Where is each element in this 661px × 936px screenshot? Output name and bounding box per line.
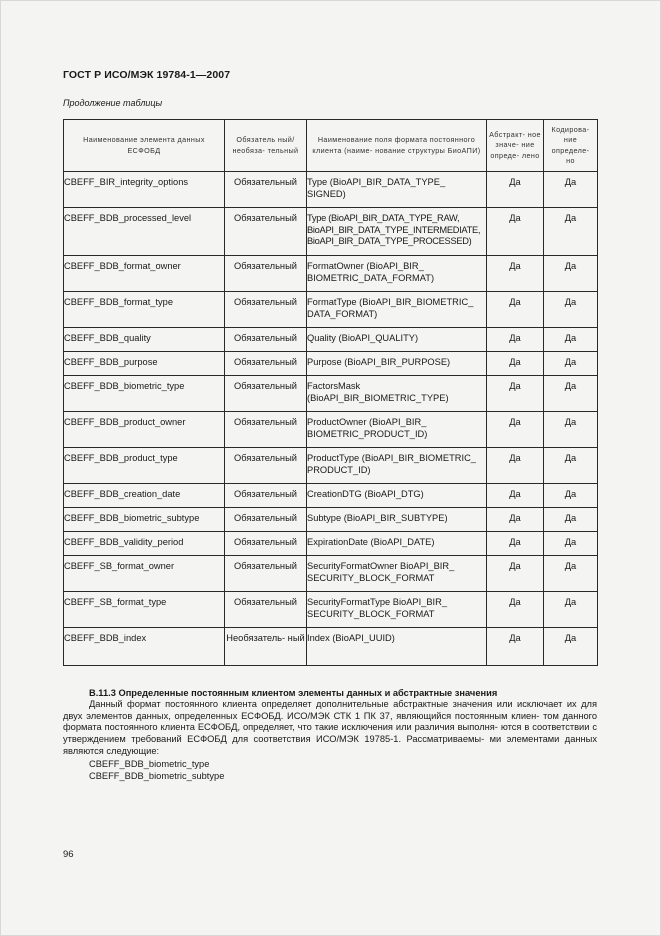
cell-requirement: Обязательный xyxy=(225,376,307,412)
cell-encoding: Да xyxy=(544,508,598,532)
section-paragraph xyxy=(63,699,597,758)
cell-field-name: FactorsMask (BioAPI_BIR_BIOMETRIC_TYPE) xyxy=(307,376,487,412)
cell-requirement: Обязательный xyxy=(225,352,307,376)
cell-encoding: Да xyxy=(544,628,598,666)
cell-field-name: Type (BioAPI_BIR_DATA_TYPE_RAW, BioAPI_BIR_DATA_TYPE_INTERMEDIATE, BioAPI_BIR_DATA_TYPE_PROCESSED) xyxy=(307,208,487,256)
cell-field-name: SecurityFormatOwner BioAPI_BIR_ SECURITY_BLOCK_FORMAT xyxy=(307,556,487,592)
cell-element-name: CBEFF_BDB_product_type xyxy=(64,448,225,484)
table-row xyxy=(64,412,598,448)
cell-field-name: Quality (BioAPI_QUALITY) xyxy=(307,328,487,352)
cell-element-name: CBEFF_SB_format_owner xyxy=(64,556,225,592)
cell-abstract: Да xyxy=(487,628,544,666)
cell-element-name: CBEFF_BDB_product_owner xyxy=(64,412,225,448)
cell-encoding: Да xyxy=(544,556,598,592)
element-list xyxy=(89,758,224,782)
table-row xyxy=(64,256,598,292)
cell-requirement: Обязательный xyxy=(225,412,307,448)
cell-requirement: Обязательный xyxy=(225,256,307,292)
cell-field-name: Index (BioAPI_UUID) xyxy=(307,628,487,666)
cell-element-name: CBEFF_BIR_integrity_options xyxy=(64,172,225,208)
cell-element-name: CBEFF_BDB_quality xyxy=(64,328,225,352)
table-row xyxy=(64,292,598,328)
cell-field-name: FormatOwner (BioAPI_BIR_ BIOMETRIC_DATA_FORMAT) xyxy=(307,256,487,292)
cell-element-name: CBEFF_BDB_format_owner xyxy=(64,256,225,292)
cell-encoding: Да xyxy=(544,412,598,448)
document-header: ГОСТ Р ИСО/МЭК 19784-1—2007 xyxy=(63,69,231,81)
cell-abstract: Да xyxy=(487,484,544,508)
cell-abstract: Да xyxy=(487,256,544,292)
cell-abstract: Да xyxy=(487,328,544,352)
cell-field-name: CreationDTG (BioAPI_DTG) xyxy=(307,484,487,508)
cell-abstract: Да xyxy=(487,376,544,412)
cell-field-name: ProductType (BioAPI_BIR_BIOMETRIC_ PRODUCT_ID) xyxy=(307,448,487,484)
column-header-name: Наименование элемента данных ЕСФОБД xyxy=(64,120,225,172)
page-number: 96 xyxy=(63,849,74,860)
cell-encoding: Да xyxy=(544,256,598,292)
section-paragraph-text: Данный формат постоянного клиента определяет дополнительные абстрактные значения или исключает их для двух элементов данных, определенных ЕСФОБД. ИСО/МЭК СТК 1 ПК 37, являющийся постоянным клиен- том данного формата постоянного клиента ЕСФОБД, определяет, что такие исключения или различия выполня- ются в соответствии с утверждением требований ЕСФОБД для соответствия ИСО/МЭК 19785-1. Рассматриваемы- ми элементами данных являются следующие: xyxy=(63,699,597,756)
section-heading: B.11.3 Определенные постоянным клиентом элементы данных и абстрактные значения xyxy=(89,688,498,698)
cell-abstract: Да xyxy=(487,532,544,556)
cell-encoding: Да xyxy=(544,592,598,628)
table-row xyxy=(64,592,598,628)
cell-element-name: CBEFF_BDB_biometric_type xyxy=(64,376,225,412)
cell-element-name: CBEFF_SB_format_type xyxy=(64,592,225,628)
cell-requirement: Обязательный xyxy=(225,448,307,484)
cell-element-name: CBEFF_BDB_format_type xyxy=(64,292,225,328)
cell-element-name: CBEFF_BDB_validity_period xyxy=(64,532,225,556)
cell-element-name: CBEFF_BDB_purpose xyxy=(64,352,225,376)
table-header-row xyxy=(64,120,598,172)
cell-element-name: CBEFF_BDB_creation_date xyxy=(64,484,225,508)
cell-element-name: CBEFF_BDB_processed_level xyxy=(64,208,225,256)
cell-field-name: Purpose (BioAPI_BIR_PURPOSE) xyxy=(307,352,487,376)
table-row xyxy=(64,208,598,256)
cell-requirement: Обязательный xyxy=(225,556,307,592)
table-row xyxy=(64,352,598,376)
cell-field-name: FormatType (BioAPI_BIR_BIOMETRIC_ DATA_FORMAT) xyxy=(307,292,487,328)
cell-abstract: Да xyxy=(487,412,544,448)
cell-requirement: Обязательный xyxy=(225,208,307,256)
cell-abstract: Да xyxy=(487,172,544,208)
cell-encoding: Да xyxy=(544,328,598,352)
cell-abstract: Да xyxy=(487,508,544,532)
column-header-field: Наименование поля формата постоянного клиента (наиме- нование структуры БиоАПИ) xyxy=(307,120,487,172)
table-row xyxy=(64,508,598,532)
cell-requirement: Обязательный xyxy=(225,592,307,628)
cell-encoding: Да xyxy=(544,208,598,256)
table-row xyxy=(64,628,598,666)
cell-field-name: Subtype (BioAPI_BIR_SUBTYPE) xyxy=(307,508,487,532)
cell-requirement: Обязательный xyxy=(225,292,307,328)
data-elements-table xyxy=(63,119,598,666)
table-row xyxy=(64,448,598,484)
cell-encoding: Да xyxy=(544,532,598,556)
table-continuation-label: Продолжение таблицы xyxy=(63,98,163,108)
cell-field-name: ExpirationDate (BioAPI_DATE) xyxy=(307,532,487,556)
table-row xyxy=(64,556,598,592)
cell-requirement: Обязательный xyxy=(225,328,307,352)
cell-encoding: Да xyxy=(544,376,598,412)
list-item: CBEFF_BDB_biometric_type xyxy=(89,759,210,769)
cell-abstract: Да xyxy=(487,292,544,328)
column-header-encoding: Кодирова- ние определе- но xyxy=(544,120,598,172)
table-row xyxy=(64,532,598,556)
cell-encoding: Да xyxy=(544,172,598,208)
cell-field-name: SecurityFormatType BioAPI_BIR_ SECURITY_BLOCK_FORMAT xyxy=(307,592,487,628)
cell-element-name: CBEFF_BDB_index xyxy=(64,628,225,666)
cell-element-name: CBEFF_BDB_biometric_subtype xyxy=(64,508,225,532)
cell-abstract: Да xyxy=(487,592,544,628)
column-header-abstract: Абстракт- ное значе- ние опреде- лено xyxy=(487,120,544,172)
list-item: CBEFF_BDB_biometric_subtype xyxy=(89,771,225,781)
cell-encoding: Да xyxy=(544,448,598,484)
cell-field-name: Type (BioAPI_BIR_DATA_TYPE_ SIGNED) xyxy=(307,172,487,208)
cell-field-name: ProductOwner (BioAPI_BIR_ BIOMETRIC_PRODUCT_ID) xyxy=(307,412,487,448)
cell-requirement: Обязательный xyxy=(225,172,307,208)
cell-encoding: Да xyxy=(544,484,598,508)
cell-abstract: Да xyxy=(487,352,544,376)
table-row xyxy=(64,328,598,352)
cell-encoding: Да xyxy=(544,292,598,328)
cell-abstract: Да xyxy=(487,448,544,484)
cell-requirement: Обязательный xyxy=(225,532,307,556)
table-row xyxy=(64,172,598,208)
cell-abstract: Да xyxy=(487,556,544,592)
cell-requirement: Обязательный xyxy=(225,484,307,508)
cell-requirement: Обязательный xyxy=(225,508,307,532)
cell-encoding: Да xyxy=(544,352,598,376)
table-row xyxy=(64,484,598,508)
cell-requirement: Необязатель- ный xyxy=(225,628,307,666)
column-header-requirement: Обязатель ный/необяза- тельный xyxy=(225,120,307,172)
table-row xyxy=(64,376,598,412)
cell-abstract: Да xyxy=(487,208,544,256)
